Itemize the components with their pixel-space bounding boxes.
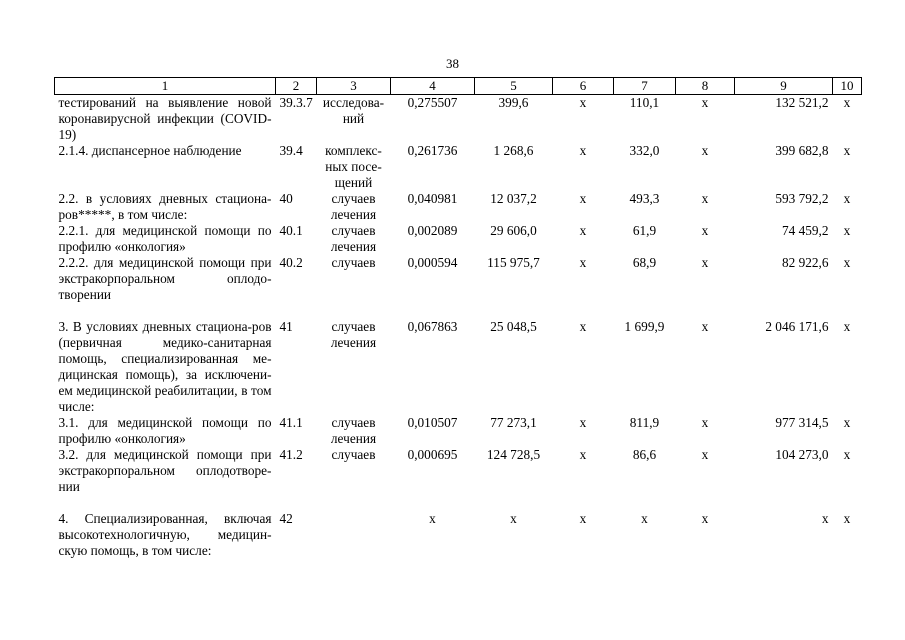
row-col6: х [579,95,587,110]
row-col5: 124 728,5 [486,447,541,462]
row-col8: х [701,191,709,206]
data-table [54,77,862,559]
header-cell-4: 4 [391,78,475,95]
row-col5: 1 268,6 [493,143,534,158]
row-col9: 104 273,0 [775,447,829,462]
row-col5: 115 975,7 [487,255,540,270]
row-col10: х [843,223,851,238]
row-spacer [55,303,862,319]
row-col6: х [579,511,587,526]
row-col10: х [843,319,851,334]
row-col4: 0,067863 [407,319,458,334]
row-col4: 0,010507 [407,415,458,430]
row-unit: случаев лечения [330,319,377,350]
row-col4: 0,261736 [407,143,458,158]
row-col8: х [701,415,709,430]
row-col5: 29 606,0 [490,223,537,238]
row-col10: х [843,447,851,462]
row-code: 41.1 [279,415,303,430]
table-row [55,95,862,144]
row-col7: 86,6 [632,447,657,462]
header-cell-10: 10 [833,78,862,95]
table-body [55,95,862,560]
row-unit: случаев [331,447,376,462]
row-col9: х [821,511,829,526]
row-name: 3.2. для медицинской помощи при экстракорпоральном оплодотворе-нии [58,447,272,494]
row-col6: х [579,255,587,270]
row-unit: комплекс- ных посе- щений [325,143,382,190]
row-col4: 0,040981 [407,191,458,206]
header-cell-3: 3 [317,78,391,95]
row-name: 2.2.2. для медицинской помощи при экстракорпоральном оплодо-творении [58,255,272,302]
row-name: 2.2.1. для медицинской помощи по профилю «онкология» [58,223,272,254]
row-col9: 977 314,5 [775,415,829,430]
row-col9: 82 922,6 [781,255,829,270]
row-col6: х [579,223,587,238]
row-col5: 25 048,5 [490,319,537,334]
row-col6: х [579,319,587,334]
row-col6: х [579,415,587,430]
table-row [55,223,862,255]
header-cell-8: 8 [676,78,735,95]
table-row [55,191,862,223]
row-code: 39.3.7 [279,95,313,110]
row-unit: исследова- ний [322,95,385,126]
row-name: 3.1. для медицинской помощи по профилю «онкология» [58,415,272,446]
table-row [55,447,862,495]
row-col7: 61,9 [632,223,657,238]
row-col10: х [843,143,851,158]
row-col8: х [701,223,709,238]
row-col7: 68,9 [632,255,657,270]
row-code: 39.4 [279,143,303,158]
row-col4: 0,002089 [407,223,458,238]
row-col8: х [701,95,709,110]
page-number: 38 [446,56,459,71]
row-name: 2.1.4. диспансерное наблюдение [58,143,242,158]
row-unit: случаев [331,255,376,270]
row-code: 41 [279,319,293,334]
row-col7: 493,3 [629,191,660,206]
row-col6: х [579,191,587,206]
header-cell-1: 1 [55,78,276,95]
row-col6: х [579,143,587,158]
header-cell-5: 5 [475,78,553,95]
row-col8: х [701,255,709,270]
row-col9: 2 046 171,6 [765,319,829,334]
row-unit: случаев лечения [330,415,377,446]
row-col10: х [843,95,851,110]
spacer-cell [55,303,862,319]
row-col7: 332,0 [629,143,660,158]
row-name: 2.2. в условиях дневных стациона-ров*****, в том числе: [58,191,272,222]
row-col4: 0,000594 [407,255,458,270]
row-col7: 110,1 [629,95,660,110]
row-code: 41.2 [279,447,303,462]
row-col8: х [701,319,709,334]
row-col8: х [701,447,709,462]
row-code: 42 [279,511,293,526]
header-cell-9: 9 [735,78,833,95]
row-col5: 12 037,2 [490,191,537,206]
row-col10: х [843,415,851,430]
spacer-cell [55,495,862,511]
row-unit: случаев лечения [330,191,377,222]
row-col10: х [843,191,851,206]
row-code: 40.1 [279,223,303,238]
row-col9: 399 682,8 [775,143,829,158]
row-unit: случаев лечения [330,223,377,254]
row-spacer [55,495,862,511]
row-col9: 74 459,2 [781,223,829,238]
table-row [55,511,862,559]
row-col4: 0,000695 [407,447,458,462]
row-col7: 1 699,9 [624,319,665,334]
table-row [55,415,862,447]
row-col7: 811,9 [629,415,660,430]
row-col5: 77 273,1 [490,415,537,430]
header-cell-6: 6 [553,78,614,95]
row-col7: х [641,511,648,526]
row-code: 40 [279,191,293,206]
row-col8: х [701,143,709,158]
header-cell-2: 2 [276,78,317,95]
row-unit [317,511,391,559]
row-code: 40.2 [279,255,303,270]
row-col9: 132 521,2 [775,95,829,110]
row-name: 4. Специализированная, включая высокотехнологичную, медицин-скую помощь, в том числе: [58,511,272,558]
table-row [55,319,862,415]
row-col6: х [579,447,587,462]
row-col4: х [429,511,436,526]
header-cell-7: 7 [614,78,676,95]
table-row [55,143,862,191]
table-row [55,255,862,303]
row-col4: 0,275507 [407,95,458,110]
row-col5: 399,6 [498,95,529,110]
row-name: 3. В условиях дневных стациона-ров (первичная медико-санитарная помощь, специализированная ме-дицинская помощь), за исключени-ем медицинской реабилитации, в том числе: [58,319,272,414]
row-col8: х [701,511,709,526]
row-name: тестирований на выявление новой коронавирусной инфекции (COVID-19) [58,95,272,142]
row-col9: 593 792,2 [775,191,829,206]
header-row [55,78,862,95]
row-col10: х [843,255,851,270]
row-col10: х [843,511,851,526]
row-col5: х [510,511,517,526]
